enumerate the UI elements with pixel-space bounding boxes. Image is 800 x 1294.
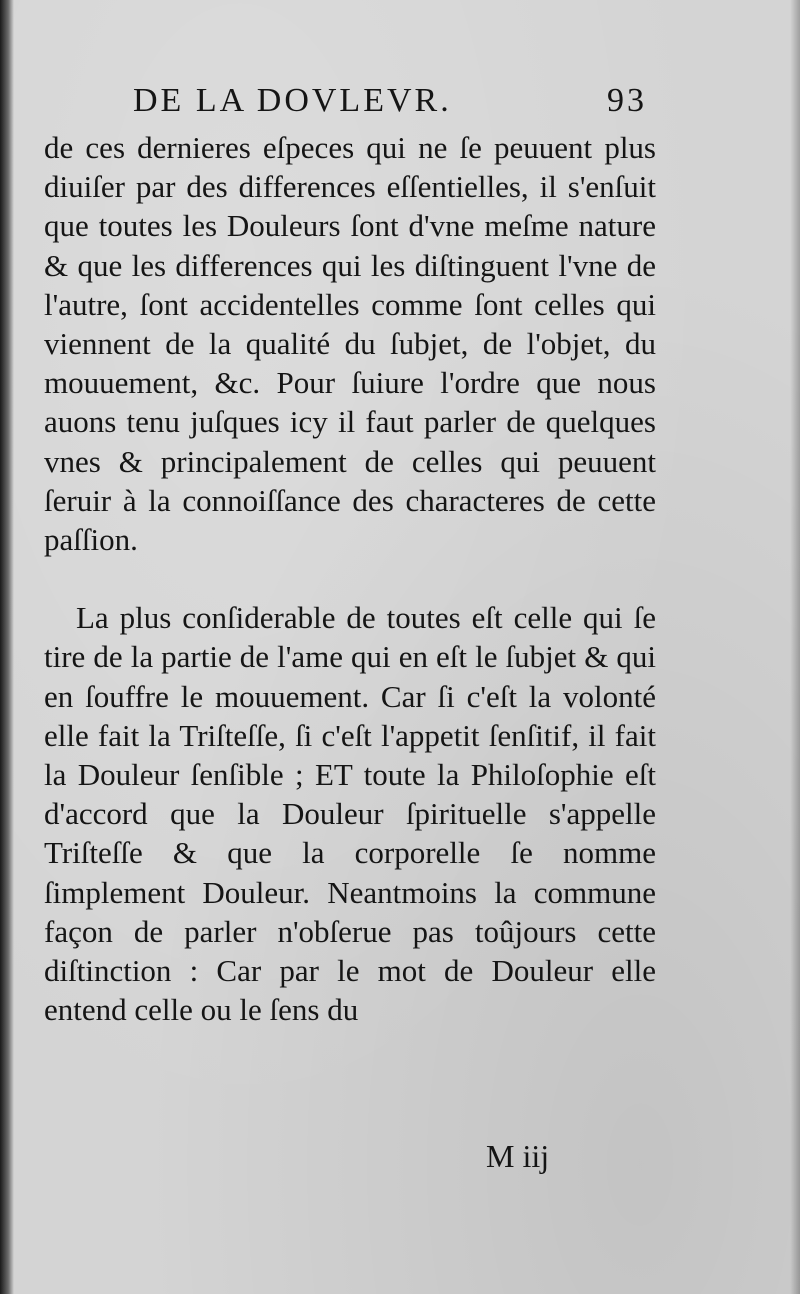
- page-right-edge-shadow: [790, 0, 800, 1294]
- page-left-edge-shadow: [0, 0, 14, 1294]
- signature-mark: M iij: [486, 1138, 550, 1174]
- page-header: [133, 82, 653, 126]
- page-number: 93: [607, 82, 647, 119]
- paragraph-2: La plus conſiderable de toutes eſt celle qui ſe tire de la partie de l'ame qui en eſt le ſubjet & qui en ſouffre le mouuement. Car ſi c'eſt la volonté elle fait la Triſteſſe, ſi c'eſt l'appetit ſenſitif, il fait la Douleur ſenſible ; ET toute la Philoſophie eſt d'accord que la Douleur ſpirituelle s'appelle Triſteſſe & que la corporelle ſe nomme ſimplement Douleur. Neantmoins la commune façon de parler n'obſerue pas toûjours cette diſtinction : Car par le mot de Douleur elle entend celle ou le ſens du: [44, 600, 656, 1028]
- running-head: DE LA DOVLEVR.: [133, 82, 452, 119]
- paragraph-1: de ces dernieres eſpeces qui ne ſe peuuent plus diuiſer par des differences eſſentielles, il s'enſuit que toutes les Douleurs ſont d'vne meſme nature & que les differences qui les diſtinguent l'vne de l'autre, ſont accidentelles comme ſont celles qui viennent de la qualité du ſubjet, de l'objet, du mouuement, &c. Pour ſuiure l'ordre que nous auons tenu juſques icy il faut parler de quelques vnes & principalement de celles qui peuuent ſeruir à la connoiſſance des characteres de cette paſſion.: [44, 130, 656, 558]
- body-text: [44, 128, 656, 1029]
